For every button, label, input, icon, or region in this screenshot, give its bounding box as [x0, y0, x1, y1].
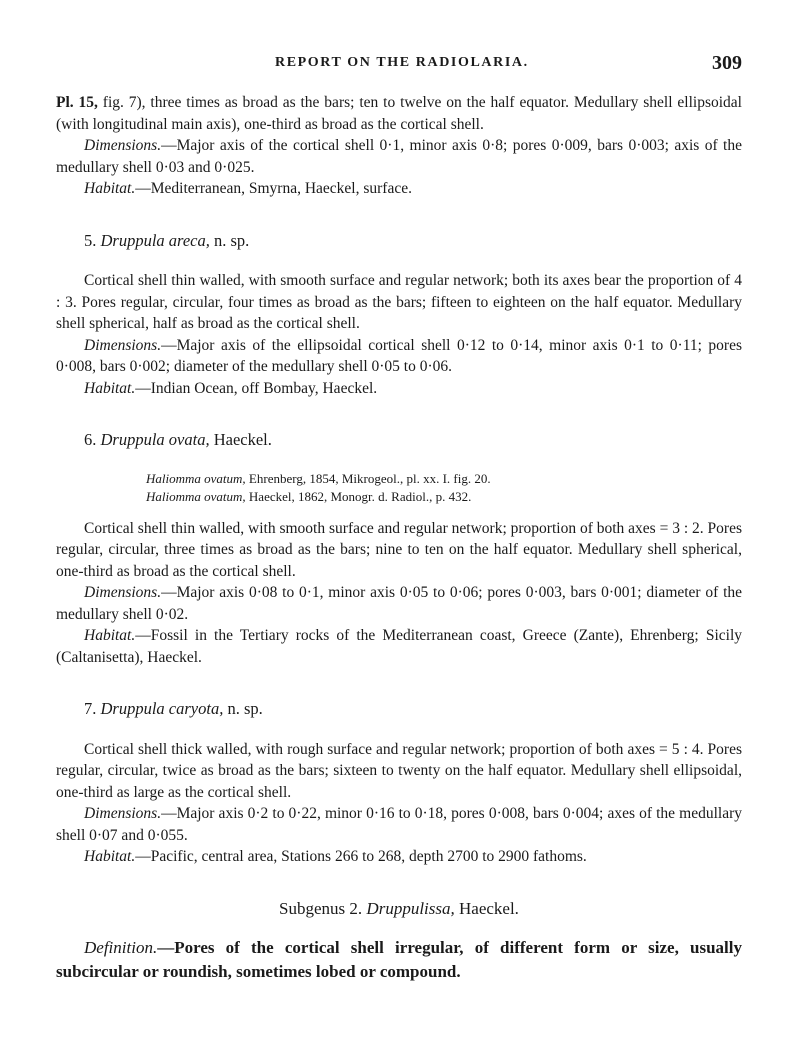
- species-author: n. sp.: [214, 230, 250, 250]
- page-body: [56, 92, 742, 984]
- habitat-label: Habitat.: [84, 848, 136, 865]
- running-title: REPORT ON THE RADIOLARIA.: [275, 55, 529, 70]
- subgenus-prefix: Subgenus 2.: [279, 898, 363, 918]
- dimensions-label: Dimensions.: [84, 584, 162, 601]
- habitat-text: —Indian Ocean, off Bombay, Haeckel.: [135, 379, 378, 397]
- intro-text: fig. 7), three times as broad as the bars; ten to twelve on the half equator. Medullary shell ellipsoidal (with longitudinal main axis), one-third as broad as the cortical shell.: [56, 94, 742, 133]
- habitat-label: Habitat.: [84, 627, 136, 644]
- dimensions-text: —Major axis of the ellipsoidal cortical shell 0·12 to 0·14, minor axis 0·1 to 0·11; pores 0·008, bars 0·002; diameter of the medullary shell 0·05 to 0·06.: [56, 336, 742, 375]
- species-number: 6.: [84, 430, 97, 449]
- species-dimensions: [56, 335, 742, 378]
- subgenus-author: Haeckel.: [459, 898, 519, 918]
- subgenus-definition: [56, 936, 742, 984]
- definition-label: Definition.: [84, 938, 158, 957]
- species-dimensions: [56, 803, 742, 846]
- subgenus-name: Druppulissa,: [366, 898, 455, 918]
- page-header: [0, 52, 800, 76]
- dimensions-label: Dimensions.: [84, 336, 162, 354]
- plate-reference: Pl. 15,: [56, 94, 98, 111]
- species-habitat: [56, 625, 742, 668]
- synonym-entry: [146, 488, 742, 506]
- species-habitat: [56, 846, 742, 868]
- page-number: 309: [712, 52, 742, 74]
- intro-dimensions: [56, 135, 742, 178]
- species-author: Haeckel.: [213, 430, 272, 449]
- species-heading-5: [84, 230, 742, 252]
- habitat-text: —Pacific, central area, Stations 266 to 268, depth 2700 to 2900 fathoms.: [135, 848, 587, 865]
- species-dimensions: [56, 582, 742, 625]
- synonym-reference: Haeckel, 1862, Monogr. d. Radiol., p. 432.: [245, 488, 472, 504]
- species-habitat: [56, 378, 742, 400]
- species-description: Cortical shell thin walled, with smooth surface and regular network; both its axes bear the proportion of 4 : 3. Pores regular, circular, four times as broad as the bars; fifteen to eighteen on the half equator. Medullary shell spherical, half as broad as the cortical shell.: [56, 272, 742, 332]
- intro-habitat: [56, 178, 742, 200]
- species-number: 5.: [84, 230, 97, 250]
- species-author: n. sp.: [227, 699, 263, 718]
- synonym-reference: Ehrenberg, 1854, Mikrogeol., pl. xx. I. fig. 20.: [245, 470, 491, 486]
- synonym-entry: [146, 470, 742, 488]
- habitat-label: Habitat.: [84, 379, 136, 397]
- species-heading-6: [84, 429, 742, 451]
- species-number: 7.: [84, 699, 97, 718]
- habitat-label: Habitat.: [84, 180, 136, 197]
- species-name: Druppula ovata,: [100, 430, 210, 449]
- dimensions-label: Dimensions.: [84, 137, 162, 154]
- subgenus-heading: [56, 898, 742, 920]
- species-name: Druppula areca,: [100, 230, 210, 250]
- species-description: Cortical shell thick walled, with rough surface and regular network; proportion of both axes = 5 : 4. Pores regular, circular, twice as broad as the bars; sixteen to twenty on the half equator. Medullary shell ellipsoidal, one-third as large as the cortical shell.: [56, 740, 742, 801]
- habitat-text: —Mediterranean, Smyrna, Haeckel, surface.: [135, 180, 412, 197]
- dimensions-text: —Major axis 0·2 to 0·22, minor 0·16 to 0·18, pores 0·008, bars 0·004; axes of the medullary shell 0·07 and 0·055.: [56, 805, 742, 844]
- species-name: Druppula caryota,: [100, 699, 224, 718]
- species-heading-7: [84, 698, 742, 720]
- dimensions-text: —Major axis 0·08 to 0·1, minor axis 0·05 to 0·06; pores 0·003, bars 0·001; diameter of the medullary shell 0·02.: [56, 584, 742, 623]
- synonym-name: Haliomma ovatum,: [146, 470, 246, 486]
- dimensions-text: —Major axis of the cortical shell 0·1, minor axis 0·8; pores 0·009, bars 0·003; axis of the medullary shell 0·03 and 0·025.: [56, 137, 742, 176]
- dimensions-label: Dimensions.: [84, 805, 162, 822]
- species-description: Cortical shell thin walled, with smooth surface and regular network; proportion of both axes = 3 : 2. Pores regular, circular, three times as broad as the bars; nine to ten on the half equator. Medullary shell spherical, one-third as broad as the cortical shell.: [56, 519, 742, 580]
- definition-text: —Pores of the cortical shell irregular, of different form or size, usually subcircular or roundish, sometimes lobed or compound.: [56, 938, 742, 981]
- intro-paragraph: [56, 92, 742, 135]
- synonym-name: Haliomma ovatum,: [146, 488, 246, 504]
- synonymy-list: [146, 470, 742, 506]
- habitat-text: —Fossil in the Tertiary rocks of the Mediterranean coast, Greece (Zante), Ehrenberg; Sicily (Caltanisetta), Haeckel.: [56, 627, 742, 666]
